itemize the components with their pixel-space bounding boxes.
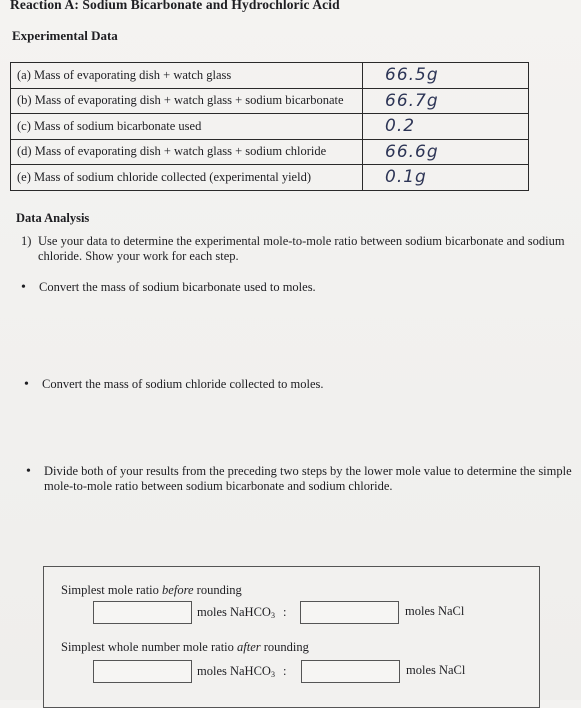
label-text: rounding (260, 640, 309, 654)
row-value[interactable]: 0.1g (363, 165, 529, 191)
row-label: (a) Mass of evaporating dish + watch glass (11, 63, 363, 89)
table-row (11, 114, 529, 140)
ratio-before-label (61, 583, 242, 598)
mole-ratio-answer-box (43, 566, 540, 708)
unit-text: moles NaHCO (197, 664, 271, 678)
step-text: Convert the mass of sodium chloride collected to moles. (42, 377, 324, 391)
row-label: (d) Mass of evaporating dish + watch glass + sodium chloride (11, 139, 363, 165)
step-text: Divide both of your results from the preceding two steps by the lower mole value to determine the simple mole-to-mole ratio between sodium bicarbonate and sodium chloride. (44, 464, 572, 493)
row-label: (c) Mass of sodium bicarbonate used (11, 114, 363, 140)
section-title-experimental-data: Experimental Data (12, 28, 118, 43)
ratio-after-label (61, 640, 309, 655)
ratio-after-nahco3-input[interactable] (93, 660, 192, 683)
question-number: 1) (21, 234, 32, 248)
bullet-icon: • (24, 377, 29, 392)
unit-subscript: 3 (270, 670, 275, 679)
label-text: Simplest mole ratio (61, 583, 163, 597)
row-label: (b) Mass of evaporating dish + watch glass + sodium bicarbonate (11, 88, 363, 114)
unit-nacl: moles NaCl (406, 663, 466, 677)
row-value[interactable]: 0.2 (363, 114, 529, 140)
unit-subscript: 3 (270, 611, 275, 620)
question-text: Use your data to determine the experimental mole-to-mole ratio between sodium bicarbonate and sodium chloride. Show your work for each step. (38, 234, 565, 263)
unit-nacl: moles NaCl (405, 604, 465, 618)
label-emphasis: before (162, 583, 194, 597)
experimental-data-table (10, 62, 529, 191)
unit-text: moles NaHCO (197, 605, 271, 619)
page-title: Reaction A: Sodium Bicarbonate and Hydrochloric Acid (10, 0, 340, 12)
table-row (11, 165, 529, 191)
step-text: Convert the mass of sodium bicarbonate used to moles. (39, 280, 316, 294)
ratio-colon: : (283, 605, 287, 619)
bullet-icon: • (21, 280, 26, 295)
section-title-data-analysis: Data Analysis (16, 211, 90, 225)
row-label: (e) Mass of sodium chloride collected (experimental yield) (11, 165, 363, 191)
row-value[interactable]: 66.7g (363, 88, 529, 114)
label-text: Simplest whole number mole ratio (61, 640, 238, 654)
table-row (11, 88, 529, 114)
row-value[interactable]: 66.6g (363, 139, 529, 165)
label-emphasis: after (237, 640, 261, 654)
ratio-colon: : (283, 664, 287, 678)
ratio-after-nacl-input[interactable] (301, 660, 400, 683)
row-value[interactable]: 66.5g (363, 63, 529, 89)
ratio-before-nahco3-input[interactable] (93, 601, 192, 624)
unit-nahco3 (197, 605, 275, 620)
bullet-icon: • (26, 464, 31, 479)
label-text: rounding (193, 583, 242, 597)
ratio-before-nacl-input[interactable] (300, 601, 399, 624)
table-row (11, 63, 529, 89)
table-row (11, 139, 529, 165)
unit-nahco3 (197, 664, 275, 679)
